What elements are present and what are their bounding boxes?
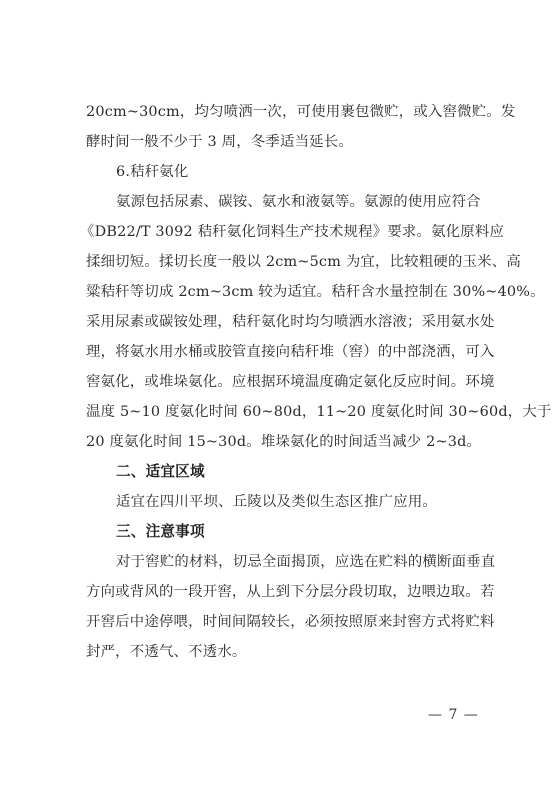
body-text-line: 封严，不透气、不透水。: [86, 644, 247, 660]
body-text-line: 适宜在四川平坝、丘陵以及类似生态区推广应用。: [116, 494, 437, 510]
body-text-line: 方向或背风的一段开窖，从上到下分层分段切取，边喂边取。若: [86, 584, 495, 600]
body-text-line: 20 度氨化时间 15~30d。堆垛氨化的时间适当减少 2~3d。: [86, 434, 482, 450]
body-text-line: 窖氨化，或堆垛氨化。应根据环境温度确定氨化反应时间。环境: [86, 374, 495, 390]
section-heading: 二、适宜区域: [116, 463, 205, 480]
body-text-line: 揉细切短。揉切长度一般以 2cm~5cm 为宜，比较粗硬的玉米、高: [86, 254, 521, 270]
body-text-line: 氨源包括尿素、碳铵、氨水和液氨等。氨源的使用应符合: [116, 194, 481, 210]
body-text-line: 采用尿素或碳铵处理，秸秆氨化时均匀喷洒水溶液；采用氨水处: [86, 314, 495, 330]
subsection-title: 6.秸秆氨化: [116, 164, 189, 180]
body-text-line: 开窖后中途停喂，时间间隔较长，必须按照原来封窖方式将贮料: [86, 614, 495, 630]
body-text-line: 20cm~30cm，均匀喷洒一次，可使用裹包微贮，或入窖微贮。发: [86, 104, 516, 120]
body-text-line: 理，将氨水用水桶或胶管直接向秸秆堆（窖）的中部浇洒，可入: [86, 344, 495, 360]
body-text-line: 温度 5~10 度氨化时间 60~80d，11~20 度氨化时间 30~60d，大于: [86, 404, 552, 420]
body-text-line: 酵时间一般不少于 3 周，冬季适当延长。: [86, 134, 353, 150]
page-number: — 7 —: [428, 707, 479, 723]
body-text-line: 对于窖贮的材料，切忌全面揭顶，应选在贮料的横断面垂直: [116, 554, 496, 570]
section-heading: 三、注意事项: [116, 523, 205, 540]
body-text-line: 粱秸秆等切成 2cm~3cm 较为适宜。秸秆含水量控制在 30%~40%。: [86, 284, 545, 300]
body-text-line: 《DB22/T 3092 秸秆氨化饲料生产技术规程》要求。氨化原料应: [80, 224, 505, 240]
